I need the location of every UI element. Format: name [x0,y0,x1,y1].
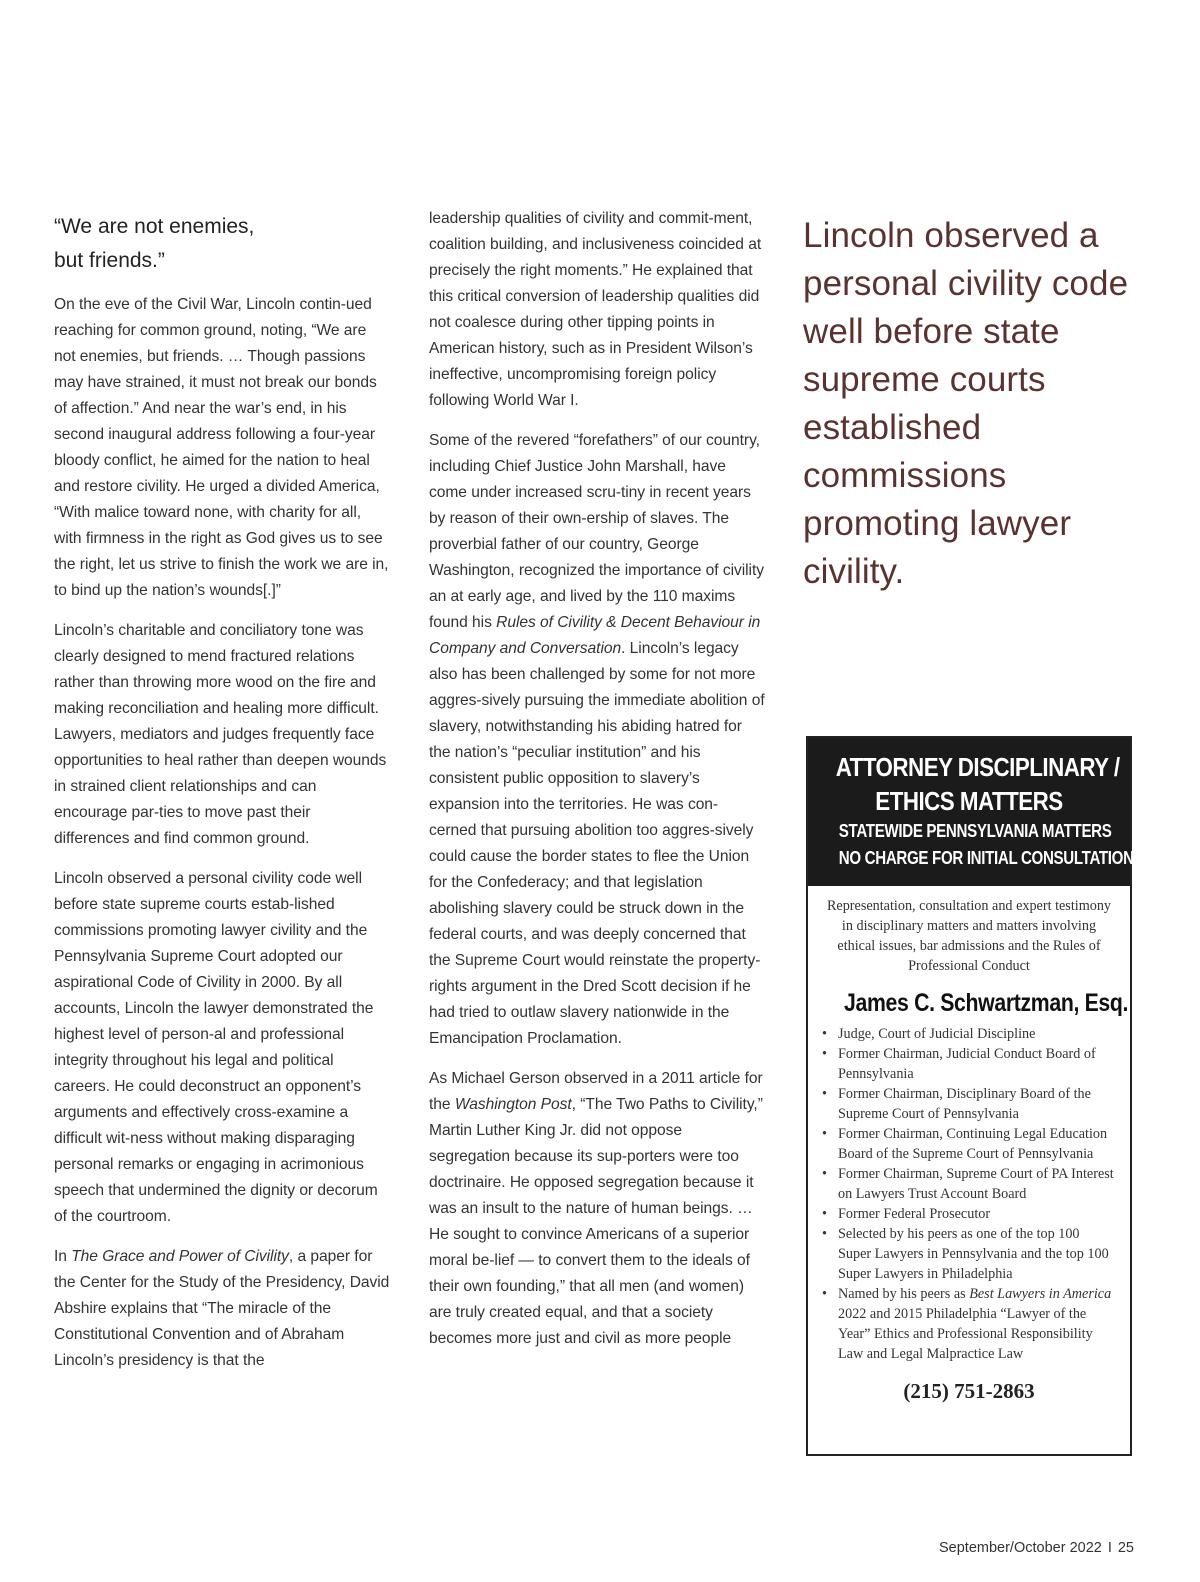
phone-number: (215) 751-2863 [903,1379,1035,1403]
credential-item: • Former Chairman, Continuing Legal Education Board of the Supreme Court of Pennsylvania [822,1124,1116,1164]
ad-body [808,886,1130,1406]
body-paragraph: Lincoln’s charitable and conciliatory tone was clearly designed to mend fractured relations rather than throwing more wood on the fire and making reconciliation and healing more difficult. Lawyers, mediators and judges frequently face opportunities to heal rather than deepen wounds in strained client relationships and can encourage par-ties to move past their differences and find common ground. [54,622,387,847]
book-title: Rules of Civility & Decent Behaviour in Company and Conversation [429,614,761,657]
body-paragraph [54,1244,390,1374]
middle-column [429,210,765,1352]
right-column [803,210,1133,596]
credentials-list [822,1024,1116,1364]
subhead-line-2: but friends.” [54,249,165,272]
page-footer [939,1540,1134,1556]
text-run: As Michael Gerson observed in a 2011 article for the [429,1070,763,1113]
left-column [54,210,390,1374]
credential-item [822,1284,1116,1364]
award-title: Best Lawyers in America [969,1286,1112,1302]
ad-subtitle-line-2: NO CHARGE FOR INITIAL CONSULTATION [838,848,1134,868]
subhead-line-1: “We are not enemies, [54,215,255,238]
ad-title-line-1: ATTORNEY DISCIPLINARY / [835,752,1120,782]
body-paragraph: On the eve of the Civil War, Lincoln contin-ued reaching for common ground, noting, “We are not enemies, but friends. … Though passions may have strained, it must not break our bonds of affection.” And near the war’s end, in his second inaugural address following a four-year bloody conflict, he aimed for the nation to heal and restore civility. He urged a divided America, “With malice toward none, with charity for all, with firmness in the right as God gives us to see the right, let us strive to finish the work we are in, to bind up the nation’s wounds[.]” [54,296,389,599]
attorney-name: James C. Schwartzman, Esq. [844,989,1129,1017]
text-run: , a paper for the Center for the Study of the Presidency, David Abshire explains that “The miracle of the Constitutional Convention and of Abraham Lincoln’s presidency is that the [54,1248,390,1369]
footer-separator: I [1107,1540,1112,1556]
ad-title-line-2: ETHICS MATTERS [875,786,1063,816]
credential-item: • Former Chairman, Judicial Conduct Board of Pennsylvania [822,1044,1116,1084]
attorney-advertisement [806,736,1132,1456]
body-paragraph [429,428,765,1052]
text-run: In [54,1248,72,1265]
publication-title: Washington Post [454,1096,572,1113]
ad-description: Representation, consultation and expert testimony in disciplinary matters and matters involving ethical issues, bar admissions and the Rules of Professional Conduct [826,898,1112,974]
section-subhead [54,210,390,278]
page-number: 25 [1117,1540,1134,1556]
text-run: 2022 and 2015 Philadelphia “Lawyer of the Year” Ethics and Professional Responsibility Law and Legal Malpractice Law [838,1306,1093,1362]
issue-date: September/October 2022 [939,1540,1102,1556]
pull-quote: Lincoln observed a personal civility code well before state supreme courts established commissions promoting lawyer civility. [803,216,1129,591]
text-run: , “The Two Paths to Civility,” Martin Luther King Jr. did not oppose segregation because its sup-porters were too doctrinaire. He opposed segregation because it was an insult to the nature of human beings. … He sought to convince Americans of a superior moral be-lief — to convert them to the ideals of their own founding,” that all men (and women) are truly created equal, and that a society becomes more just and civil as more people [429,1096,763,1347]
credential-item: • Selected by his peers as one of the top 100 Super Lawyers in Pennsylvania and the top 100 Super Lawyers in Philadelphia [822,1224,1116,1284]
ad-subtitle-line-1: STATEWIDE PENNSYLVANIA MATTERS [838,821,1112,841]
text-run: Some of the revered “forefathers” of our country, including Chief Justice John Marshall, have come under increased scru-tiny in recent years by reason of their own-ership of slaves. The proverbial father of our country, George Washington, recognized the importance of civility an at early age, and lived by the 110 maxims found his [429,432,765,631]
credential-item: • Former Federal Prosecutor [822,1204,1116,1224]
text-run: . Lincoln’s legacy also has been challenged by some for not more aggres-sively pursuing the immediate abolition of slavery, notwithstanding his abiding hatred for the nation’s “peculiar institution” and his consistent public opposition to slavery’s expansion into the territories. He was con-cerned that pursuing abolition too aggres-sively could cause the border states to flee the Union for the Confederacy; and that legislation abolishing slavery could be struck down in the federal courts, and was deeply concerned that the Supreme Court would reinstate the property-rights argument in the Dred Scott decision if he had tried to outlaw slavery nationwide in the Emancipation Proclamation. [429,640,765,1047]
body-paragraph: leadership qualities of civility and commit-ment, coalition building, and inclusiveness coincided at precisely the right moments.” He explained that this critical conversion of leadership qualities did not coalesce during other tipping points in American history, such as in President Wilson’s ineffective, uncompromising foreign policy following World War I. [429,210,762,409]
text-run: Named by his peers as [838,1286,970,1302]
body-paragraph [429,1066,765,1352]
paper-title: The Grace and Power of Civility [71,1248,289,1265]
ad-banner [808,738,1134,886]
credential-item: • Former Chairman, Disciplinary Board of the Supreme Court of Pennsylvania [822,1084,1116,1124]
credential-item: • Judge, Court of Judicial Discipline [822,1024,1116,1044]
credential-item: • Former Chairman, Supreme Court of PA Interest on Lawyers Trust Account Board [822,1164,1116,1204]
body-paragraph: Lincoln observed a personal civility code well before state supreme courts estab-lished commissions promoting lawyer civility and the Pennsylvania Supreme Court adopted our aspirational Code of Civility in 2000. By all accounts, Lincoln the lawyer demonstrated the highest level of person-al and professional integrity throughout his legal and political careers. He could deconstruct an opponent’s arguments and effectively cross-examine a difficult wit-ness without making disparaging personal remarks or engaging in acrimonious speech that undermined the dignity or decorum of the courtroom. [54,870,378,1225]
